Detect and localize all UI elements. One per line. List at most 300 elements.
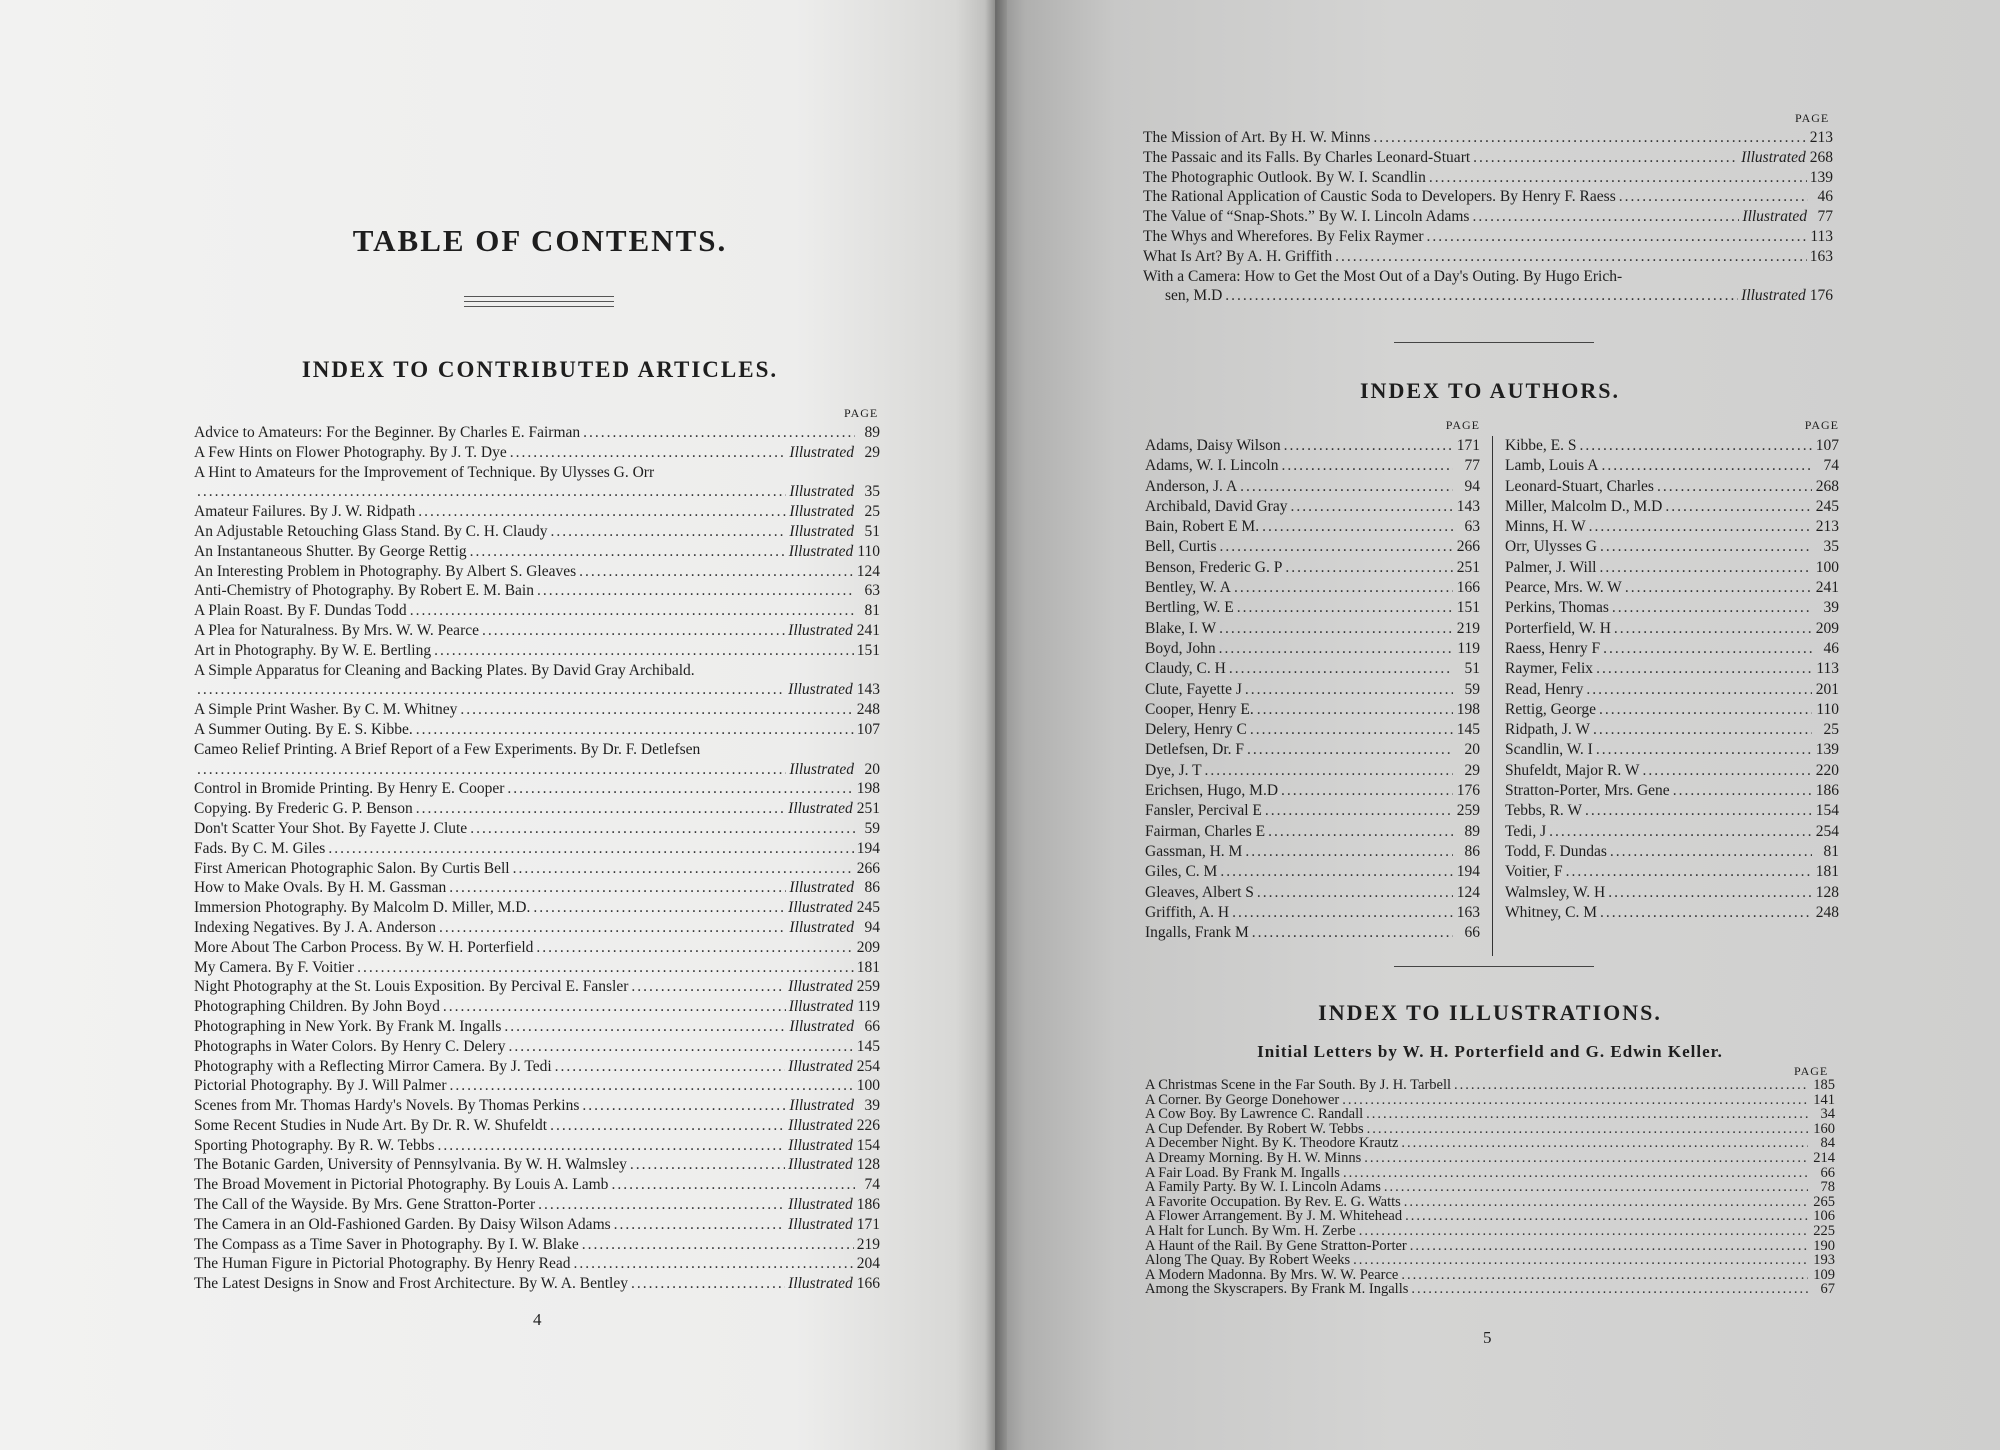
index-entry — [194, 1017, 880, 1037]
illustration-entry — [1145, 1107, 1835, 1122]
index-entry-continuation — [194, 482, 880, 502]
entry-title: Cameo Relief Printing. A Brief Report of a Few Experiments. By Dr. F. Detlefsen — [194, 740, 701, 758]
dot-leader — [1373, 128, 1806, 148]
author-entry — [1505, 477, 1839, 497]
entry-page: 154 — [856, 1136, 880, 1154]
illustrated-note: Illustrated — [788, 681, 853, 699]
dot-leader — [1642, 761, 1812, 781]
entry-title: Scenes from Mr. Thomas Hardy's Novels. By Thomas Perkins — [194, 1097, 580, 1115]
index-entry — [194, 859, 880, 879]
entry-page: 259 — [856, 978, 880, 996]
dot-leader — [1601, 456, 1812, 476]
entry-page: 268 — [1809, 148, 1833, 166]
author-name: Gassman, H. M — [1145, 842, 1243, 860]
entry-page: 213 — [1809, 129, 1833, 146]
author-name: Bentley, W. A — [1145, 579, 1231, 597]
dot-leader — [197, 760, 786, 780]
author-entry — [1505, 517, 1839, 537]
dot-leader — [1404, 1195, 1808, 1210]
illustration-title: A Christmas Scene in the Far South. By J. H. Tarbell — [1145, 1077, 1452, 1093]
author-entry — [1145, 680, 1480, 700]
author-entry — [1505, 456, 1839, 476]
index-entry — [194, 1037, 880, 1057]
illustrated-note: Illustrated — [789, 879, 854, 897]
dot-leader — [1549, 822, 1812, 842]
illustration-page: 67 — [1820, 1281, 1835, 1298]
index-entry — [194, 779, 880, 799]
entry-title: More About The Carbon Process. By W. H. Porterfield — [194, 938, 534, 956]
author-name: Anderson, J. A — [1145, 477, 1238, 495]
dot-leader — [443, 997, 786, 1017]
section-divider — [1394, 342, 1594, 343]
dot-leader — [1473, 148, 1738, 168]
dot-leader — [470, 542, 786, 562]
illustration-page: 265 — [1813, 1193, 1835, 1210]
dot-leader — [533, 898, 785, 918]
author-name: Adams, W. I. Lincoln — [1145, 457, 1279, 475]
author-name: Read, Henry — [1505, 680, 1584, 698]
illustrated-note: Illustrated — [788, 998, 854, 1016]
author-entry — [1145, 497, 1480, 517]
index-entry-continuation — [1143, 286, 1833, 306]
author-name: Delery, Henry C — [1145, 721, 1247, 739]
entry-page: 181 — [856, 958, 880, 976]
illustrated-note: Illustrated — [1741, 287, 1806, 305]
author-page: 128 — [1815, 883, 1839, 901]
entry-title: Anti-Chemistry of Photography. By Robert E. M. Bain — [194, 582, 534, 600]
author-name: Griffith, A. H — [1145, 903, 1230, 921]
author-name: Fairman, Charles E — [1145, 822, 1266, 840]
dot-leader — [1585, 801, 1812, 821]
entry-page: 198 — [856, 780, 880, 798]
illustrated-note: Illustrated — [789, 503, 854, 521]
author-page: 186 — [1815, 782, 1839, 800]
index-entry — [194, 720, 880, 740]
author-name: Porterfield, W. H — [1505, 619, 1611, 637]
author-page: 107 — [1815, 437, 1839, 454]
author-page: 100 — [1815, 558, 1839, 576]
dot-leader — [1285, 558, 1453, 578]
illustrated-note: Illustrated — [789, 918, 854, 936]
dot-leader — [1411, 1282, 1808, 1297]
entry-title: How to Make Ovals. By H. M. Gassman — [194, 879, 447, 897]
illustration-title: A Favorite Occupation. By Rev. E. G. Watts — [1145, 1193, 1401, 1210]
dot-leader — [550, 522, 786, 542]
author-name: Raymer, Felix — [1505, 660, 1594, 678]
author-name: Miller, Malcolm D., M.D — [1505, 497, 1663, 515]
illustration-page: 109 — [1813, 1266, 1835, 1283]
entry-page: 139 — [1809, 168, 1833, 186]
author-entry — [1505, 740, 1839, 760]
entry-title: The Photographic Outlook. By W. I. Scandlin — [1143, 168, 1426, 186]
illustration-entry — [1145, 1151, 1835, 1166]
illustration-title: A Corner. By George Donehower — [1145, 1091, 1340, 1108]
entry-title: A Hint to Amateurs for the Improvement of Technique. By Ulysses G. Orr — [194, 463, 655, 481]
illustration-title: A Flower Arrangement. By J. M. Whitehead — [1145, 1208, 1403, 1225]
entry-title: The Camera in an Old-Fashioned Garden. By Daisy Wilson Adams — [194, 1215, 611, 1233]
dot-leader — [550, 1116, 785, 1136]
author-page: 219 — [1456, 619, 1480, 637]
dot-leader — [1245, 680, 1453, 700]
index-entry — [194, 1057, 880, 1077]
illustration-entry — [1145, 1136, 1835, 1151]
dot-leader — [1219, 619, 1453, 639]
author-name: Lamb, Louis A — [1505, 457, 1599, 475]
author-page: 166 — [1456, 579, 1480, 597]
author-name: Voitier, F — [1505, 863, 1563, 881]
dot-leader — [1665, 497, 1812, 517]
dot-leader — [418, 502, 786, 522]
author-page: 46 — [1823, 639, 1839, 657]
illustration-title: A Cow Boy. By Lawrence C. Randall — [1145, 1106, 1364, 1123]
index-entry — [194, 958, 880, 978]
index-entry — [194, 1096, 880, 1116]
dot-leader — [1290, 497, 1453, 517]
illustration-entry — [1145, 1166, 1835, 1181]
author-page: 20 — [1464, 741, 1480, 759]
illustrated-note: Illustrated — [788, 1196, 853, 1214]
dot-leader — [434, 641, 854, 661]
entry-page: 110 — [857, 542, 880, 560]
illustration-title: A Family Party. By W. I. Lincoln Adams — [1145, 1179, 1381, 1196]
dot-leader — [1220, 862, 1453, 882]
author-page: 248 — [1815, 903, 1839, 921]
dot-leader — [507, 779, 853, 799]
illustrated-note: Illustrated — [788, 978, 853, 996]
author-entry — [1145, 456, 1480, 476]
index-entry — [194, 918, 880, 938]
dot-leader — [1614, 619, 1812, 639]
dot-leader — [579, 562, 854, 582]
dot-leader — [611, 1175, 855, 1195]
illustration-page: 84 — [1820, 1135, 1835, 1152]
index-entry — [194, 1136, 880, 1156]
author-name: Minns, H. W — [1505, 518, 1586, 536]
illustrated-note: Illustrated — [788, 800, 853, 818]
dot-leader — [449, 878, 786, 898]
author-page: 59 — [1464, 680, 1480, 698]
dot-leader — [1599, 558, 1812, 578]
author-name: Todd, F. Dundas — [1505, 842, 1607, 860]
author-name: Archibald, David Gray — [1145, 497, 1288, 515]
author-entry — [1505, 842, 1839, 862]
dot-leader — [1257, 883, 1453, 903]
index-entry — [194, 1254, 880, 1274]
illustration-title: Along The Quay. By Robert Weeks — [1145, 1252, 1351, 1269]
index-entry — [194, 641, 880, 661]
author-entry — [1505, 862, 1839, 882]
author-name: Blake, I. W — [1145, 619, 1217, 637]
author-page: 245 — [1815, 497, 1839, 515]
dot-leader — [1250, 720, 1453, 740]
dot-leader — [1335, 247, 1807, 267]
dot-leader — [1219, 537, 1453, 557]
dot-leader — [1429, 168, 1807, 188]
page-column-label: PAGE — [1804, 418, 1839, 432]
author-name: Perkins, Thomas — [1505, 599, 1609, 617]
author-name: Boyd, John — [1145, 639, 1216, 657]
entry-page: 86 — [864, 879, 880, 897]
author-entry — [1505, 497, 1839, 517]
dot-leader — [482, 621, 785, 641]
dot-leader — [1237, 598, 1453, 618]
index-entry — [194, 581, 880, 601]
dot-leader — [1454, 1078, 1808, 1093]
index-entry — [194, 1175, 880, 1195]
entry-title: Control in Bromide Printing. By Henry E. Cooper — [194, 780, 505, 798]
author-page: 194 — [1456, 863, 1480, 881]
index-entry — [1143, 187, 1833, 207]
dot-leader — [460, 700, 853, 720]
author-name: Palmer, J. Will — [1505, 558, 1597, 576]
illustrated-note: Illustrated — [1742, 208, 1807, 226]
author-page: 29 — [1464, 761, 1480, 779]
dot-leader — [1205, 761, 1453, 781]
author-name: Ridpath, J. W — [1505, 721, 1590, 739]
author-entry — [1145, 517, 1480, 537]
dot-leader — [1657, 477, 1812, 497]
authors-index-heading: INDEX TO AUTHORS. — [1360, 378, 1620, 403]
illustrated-note: Illustrated — [789, 760, 854, 778]
author-page: 266 — [1456, 538, 1480, 556]
illustrated-note: Illustrated — [788, 1057, 853, 1075]
page-column-label: PAGE — [1445, 418, 1480, 432]
author-name: Adams, Daisy Wilson — [1145, 437, 1281, 454]
decorative-rule — [464, 296, 614, 311]
dot-leader — [555, 1057, 786, 1077]
entry-page: 29 — [864, 443, 880, 461]
illustrated-note: Illustrated — [788, 1215, 853, 1233]
entry-title: The Passaic and its Falls. By Charles Leonard-Stuart — [1143, 148, 1471, 166]
author-page: 251 — [1456, 558, 1480, 576]
dot-leader — [1410, 1239, 1808, 1254]
illustration-entry — [1145, 1239, 1835, 1254]
index-entry — [194, 443, 880, 463]
entry-page: 266 — [856, 859, 880, 877]
author-name: Raess, Henry F — [1505, 639, 1601, 657]
entry-title: A Few Hints on Flower Photography. By J. T. Dye — [194, 443, 507, 461]
dot-leader — [197, 482, 786, 502]
illustrated-note: Illustrated — [788, 1156, 853, 1174]
dot-leader — [439, 918, 786, 938]
index-entry — [1143, 227, 1833, 247]
dot-leader — [1401, 1136, 1808, 1151]
illustrated-note: Illustrated — [789, 483, 854, 501]
dot-leader — [582, 1235, 854, 1255]
illustration-page: 106 — [1813, 1208, 1835, 1225]
author-page: 39 — [1823, 599, 1839, 617]
dot-leader — [1427, 227, 1808, 247]
section-divider — [1394, 966, 1594, 967]
illustration-page: 190 — [1813, 1237, 1835, 1254]
dot-leader — [1245, 842, 1453, 862]
entry-title: Photographs in Water Colors. By Henry C. Delery — [194, 1037, 506, 1055]
entry-page: 124 — [856, 562, 880, 580]
entry-page: 20 — [864, 760, 880, 778]
dot-leader — [1603, 639, 1812, 659]
author-entry — [1505, 680, 1839, 700]
dot-leader — [470, 819, 855, 839]
author-name: Leonard-Stuart, Charles — [1505, 477, 1654, 495]
entry-page: 77 — [1817, 208, 1833, 226]
author-page: 25 — [1823, 721, 1839, 739]
author-name: Walmsley, W. H — [1505, 883, 1606, 901]
entry-page: 251 — [856, 800, 880, 818]
dot-leader — [197, 680, 785, 700]
entry-title: What Is Art? By A. H. Griffith — [1143, 247, 1333, 265]
entry-page: 245 — [856, 899, 880, 917]
entry-page: 81 — [864, 602, 880, 620]
entry-page: 128 — [856, 1156, 880, 1174]
illustration-page: 193 — [1813, 1252, 1835, 1269]
author-entry — [1505, 558, 1839, 578]
index-entry — [194, 562, 880, 582]
entry-title: The Botanic Garden, University of Pennsylvania. By W. H. Walmsley — [194, 1156, 627, 1174]
dot-leader — [1240, 477, 1453, 497]
page-number: 5 — [1483, 1328, 1492, 1347]
index-entry — [194, 1116, 880, 1136]
entry-page: 46 — [1817, 188, 1833, 206]
author-entry — [1505, 619, 1839, 639]
dot-leader — [1405, 1209, 1808, 1224]
index-entry — [194, 661, 880, 681]
column-divider — [1492, 436, 1493, 956]
author-name: Rettig, George — [1505, 700, 1596, 718]
dot-leader — [1600, 903, 1812, 923]
entry-page: 66 — [864, 1017, 880, 1035]
dot-leader — [416, 799, 785, 819]
dot-leader — [1612, 598, 1812, 618]
dot-leader — [1472, 207, 1739, 227]
index-entry-continuation — [194, 680, 880, 700]
dot-leader — [1401, 1268, 1808, 1283]
author-page: 51 — [1464, 660, 1480, 678]
illustrated-note: Illustrated — [1741, 148, 1806, 166]
articles-index-heading: INDEX TO CONTRIBUTED ARTICLES. — [301, 357, 779, 382]
author-page: 220 — [1815, 761, 1839, 779]
dot-leader — [1600, 537, 1812, 557]
author-page: 213 — [1815, 518, 1839, 536]
author-entry — [1505, 598, 1839, 618]
author-entry — [1145, 761, 1480, 781]
dot-leader — [1268, 822, 1453, 842]
author-entry — [1505, 822, 1839, 842]
dot-leader — [536, 938, 853, 958]
dot-leader — [631, 1274, 785, 1294]
entry-title: Indexing Negatives. By J. A. Anderson — [194, 918, 436, 936]
dot-leader — [1593, 720, 1812, 740]
illustrated-note: Illustrated — [789, 1097, 854, 1115]
dot-leader — [1586, 680, 1812, 700]
articles-index-list — [194, 423, 880, 1294]
index-entry — [194, 542, 880, 562]
author-name: Dye, J. T — [1145, 761, 1202, 779]
entry-page: 145 — [856, 1037, 880, 1055]
dot-leader — [1610, 842, 1812, 862]
index-entry — [1143, 168, 1833, 188]
author-name: Scandlin, W. I — [1505, 741, 1593, 759]
index-entry — [1143, 247, 1833, 267]
entry-page: 89 — [864, 424, 880, 441]
author-name: Pearce, Mrs. W. W — [1505, 579, 1622, 597]
entry-page: 113 — [1810, 227, 1833, 245]
author-name: Bain, Robert E M. — [1145, 518, 1260, 536]
author-name: Kibbe, E. S — [1505, 437, 1577, 454]
entry-page: 39 — [864, 1097, 880, 1115]
index-entry — [194, 601, 880, 621]
author-name: Bell, Curtis — [1145, 538, 1217, 556]
author-entry — [1145, 477, 1480, 497]
author-entry — [1505, 883, 1839, 903]
author-page: 94 — [1464, 477, 1480, 495]
illustrated-note: Illustrated — [789, 1017, 854, 1035]
index-entry — [194, 522, 880, 542]
illustrated-note: Illustrated — [788, 899, 853, 917]
dot-leader — [1284, 436, 1453, 456]
entry-title: Immersion Photography. By Malcolm D. Miller, M.D. — [194, 899, 531, 917]
dot-leader — [1257, 700, 1453, 720]
entry-page: 51 — [864, 522, 880, 540]
entry-page: 248 — [856, 701, 880, 719]
dot-leader — [1596, 659, 1812, 679]
author-entry — [1145, 781, 1480, 801]
dot-leader — [1384, 1180, 1808, 1195]
author-name: Shufeldt, Major R. W — [1505, 761, 1640, 779]
illustration-page: 34 — [1820, 1106, 1835, 1123]
entry-title: The Value of “Snap-Shots.” By W. I. Lincoln Adams — [1143, 208, 1470, 226]
entry-title: Copying. By Frederic G. P. Benson — [194, 800, 413, 818]
author-page: 113 — [1816, 660, 1839, 678]
entry-title: The Latest Designs in Snow and Frost Architecture. By W. A. Bentley — [194, 1275, 628, 1293]
illustration-title: A Haunt of the Rail. By Gene Stratton-Porter — [1145, 1237, 1407, 1254]
dot-leader — [437, 1136, 785, 1156]
entry-title-continued: sen, M.D — [1165, 287, 1223, 305]
dot-leader — [1366, 1107, 1808, 1122]
illustration-title: A Cup Defender. By Robert W. Tebbs — [1145, 1120, 1364, 1137]
entry-title: Pictorial Photography. By J. Will Palmer — [194, 1077, 447, 1095]
author-page: 81 — [1823, 842, 1839, 860]
author-entry — [1145, 842, 1480, 862]
entry-page: 25 — [864, 503, 880, 521]
index-entry — [1143, 148, 1833, 168]
author-entry — [1505, 700, 1839, 720]
entry-page: 219 — [856, 1235, 880, 1253]
author-page: 198 — [1456, 700, 1480, 718]
entry-page: 166 — [856, 1275, 880, 1293]
illustration-page: 225 — [1813, 1222, 1835, 1239]
author-name: Gleaves, Albert S — [1145, 883, 1254, 901]
author-entry — [1505, 720, 1839, 740]
entry-title: With a Camera: How to Get the Most Out of a Day's Outing. By Hugo Erich- — [1143, 267, 1623, 285]
author-entry — [1145, 862, 1480, 882]
author-entry — [1145, 619, 1480, 639]
author-entry — [1145, 720, 1480, 740]
entry-title: The Human Figure in Pictorial Photography. By Henry Read — [194, 1255, 571, 1273]
entry-page: 151 — [856, 641, 880, 659]
entry-title: My Camera. By F. Voitier — [194, 958, 355, 976]
illustration-page: 185 — [1813, 1077, 1835, 1093]
author-page: 35 — [1823, 538, 1839, 556]
entry-page: 59 — [864, 819, 880, 837]
author-page: 74 — [1823, 457, 1839, 475]
dot-leader — [504, 1017, 786, 1037]
author-entry — [1505, 761, 1839, 781]
entry-page: 194 — [856, 839, 880, 857]
author-entry — [1145, 883, 1480, 903]
author-page: 145 — [1456, 721, 1480, 739]
author-name: Stratton-Porter, Mrs. Gene — [1505, 782, 1670, 800]
entry-title: Art in Photography. By W. E. Bertling — [194, 641, 432, 659]
